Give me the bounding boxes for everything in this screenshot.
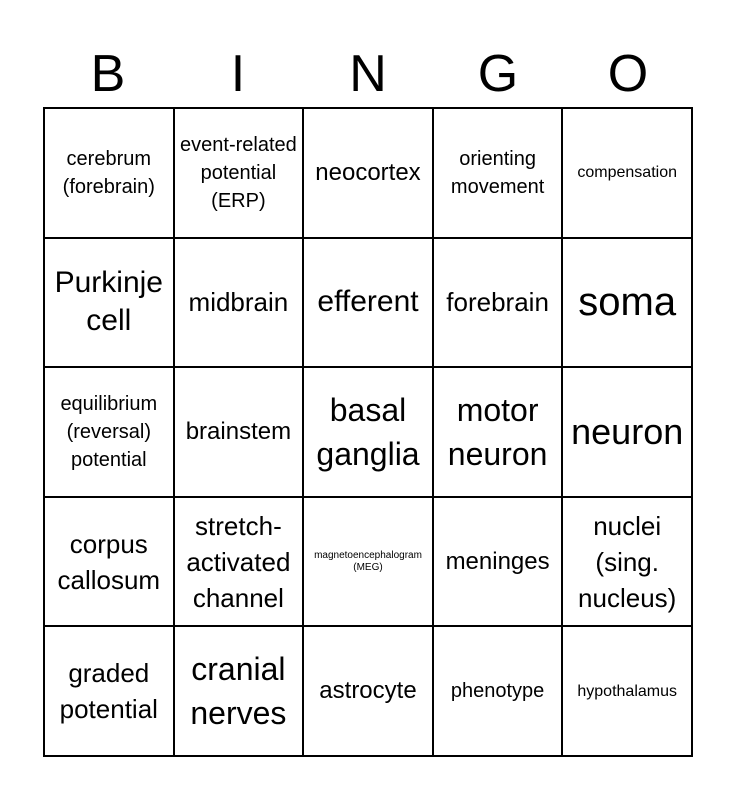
bingo-cell[interactable] bbox=[433, 367, 563, 497]
bingo-cell[interactable] bbox=[562, 238, 692, 368]
header-letter-o: O bbox=[607, 45, 649, 103]
bingo-cell[interactable] bbox=[303, 626, 433, 756]
bingo-cell[interactable] bbox=[303, 108, 433, 238]
bingo-cell[interactable] bbox=[174, 626, 304, 756]
cell-text: neuron bbox=[571, 410, 684, 452]
bingo-cell[interactable] bbox=[44, 108, 174, 238]
cell-text: cranial nerves bbox=[190, 651, 287, 732]
bingo-cell[interactable] bbox=[562, 497, 692, 627]
header-letter-i: I bbox=[230, 45, 246, 103]
bingo-grid bbox=[43, 107, 693, 757]
header-letter-n: N bbox=[349, 45, 387, 103]
cell-text: forebrain bbox=[446, 287, 549, 318]
cell-text: neocortex bbox=[315, 158, 421, 186]
cell-text: stretch-activated channel bbox=[186, 510, 291, 613]
bingo-cell[interactable] bbox=[562, 108, 692, 238]
bingo-cell[interactable] bbox=[433, 238, 563, 368]
bingo-cell[interactable] bbox=[303, 497, 433, 627]
cell-text: event-related potential (ERP) bbox=[180, 133, 297, 212]
cell-text: meninges bbox=[445, 547, 550, 575]
cell-text: soma bbox=[578, 280, 677, 325]
bingo-cell[interactable] bbox=[174, 108, 304, 238]
cell-text: brainstem bbox=[185, 417, 292, 445]
bingo-cell[interactable] bbox=[433, 108, 563, 238]
bingo-cell[interactable] bbox=[562, 626, 692, 756]
bingo-cell[interactable] bbox=[44, 238, 174, 368]
cell-text: corpus callosum bbox=[57, 528, 161, 595]
bingo-cell[interactable] bbox=[562, 367, 692, 497]
cell-text: efferent bbox=[317, 285, 419, 319]
cell-text: basal ganglia bbox=[316, 391, 420, 472]
bingo-cell[interactable] bbox=[303, 238, 433, 368]
bingo-header bbox=[43, 40, 693, 108]
cell-text: compensation bbox=[577, 164, 677, 182]
bingo-cell[interactable] bbox=[174, 497, 304, 627]
cell-text: nuclei (sing. nucleus) bbox=[578, 510, 677, 613]
bingo-cell[interactable] bbox=[433, 497, 563, 627]
bingo-cell[interactable] bbox=[44, 626, 174, 756]
bingo-cell[interactable] bbox=[44, 497, 174, 627]
cell-text: equilibrium (reversal) potential bbox=[60, 392, 158, 471]
header-letter-g: G bbox=[477, 45, 519, 103]
bingo-cell[interactable] bbox=[174, 238, 304, 368]
cell-text: motor neuron bbox=[447, 391, 548, 472]
cell-text: astrocyte bbox=[319, 677, 417, 705]
cell-text: Purkinje cell bbox=[54, 266, 163, 338]
header-letter-b: B bbox=[90, 45, 126, 103]
bingo-cell[interactable] bbox=[44, 367, 174, 497]
cell-text: midbrain bbox=[188, 287, 289, 318]
cell-text: phenotype bbox=[450, 680, 545, 703]
bingo-cell[interactable] bbox=[303, 367, 433, 497]
cell-text: orienting movement bbox=[450, 147, 545, 198]
cell-text: graded potential bbox=[59, 658, 158, 725]
bingo-cell[interactable] bbox=[174, 367, 304, 497]
cell-text: cerebrum (forebrain) bbox=[62, 147, 155, 198]
bingo-cell[interactable] bbox=[433, 626, 563, 756]
cell-text: hypothalamus bbox=[577, 682, 677, 700]
cell-text: magnetoencephalogram (MEG) bbox=[314, 549, 422, 573]
